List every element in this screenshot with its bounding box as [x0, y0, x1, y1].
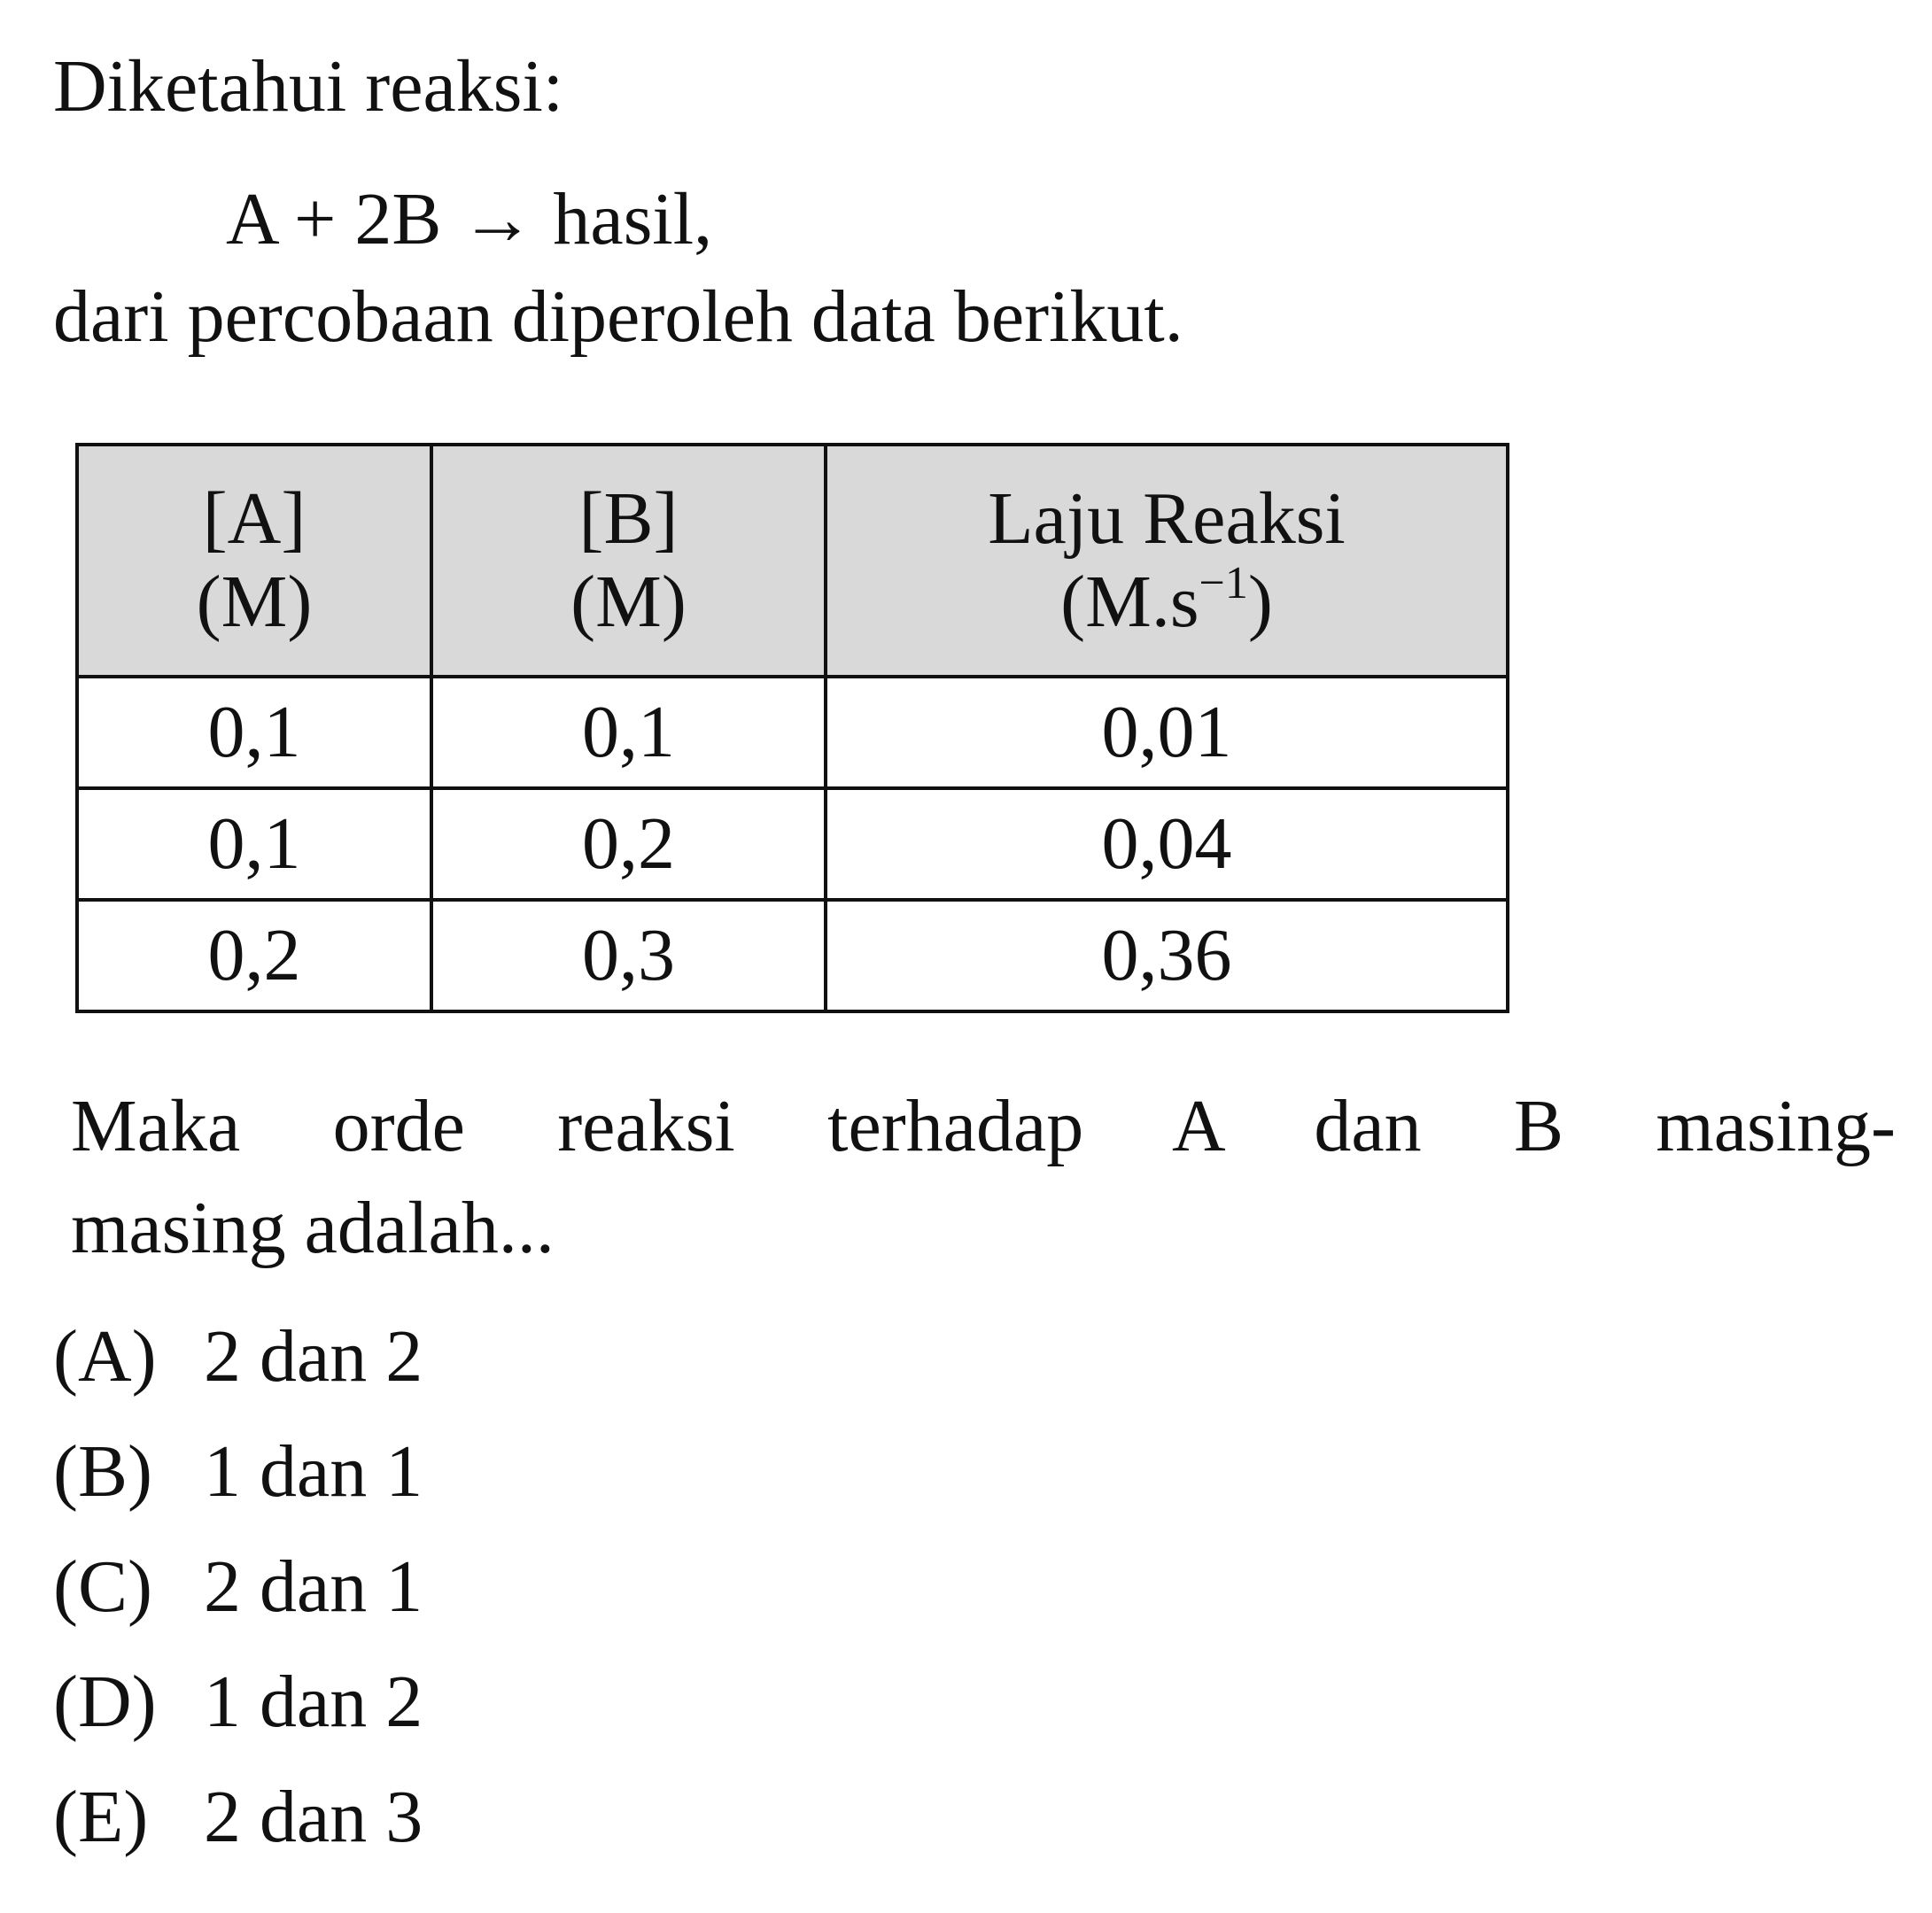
table-cell: 0,1: [77, 788, 431, 900]
header-label: [A]: [202, 476, 306, 560]
table-cell: 0,2: [431, 788, 826, 900]
answer-options: [53, 1315, 423, 1895]
table-header-row: [77, 445, 1508, 677]
option-text: 2 dan 2: [204, 1315, 423, 1398]
option-letter: (E): [53, 1776, 149, 1858]
option-text: 2 dan 1: [204, 1545, 423, 1628]
header-label: [B]: [578, 476, 679, 560]
option-letter: (D): [53, 1661, 157, 1743]
option-b: [53, 1430, 423, 1550]
table-cell: 0,01: [826, 677, 1508, 788]
option-text: 1 dan 1: [204, 1430, 423, 1513]
option-a: [53, 1315, 423, 1435]
option-letter: (A): [53, 1315, 157, 1398]
option-letter: (C): [53, 1545, 152, 1628]
header-unit: (M): [196, 561, 313, 643]
table-row: [77, 900, 1508, 1011]
table-cell: 0,2: [77, 900, 431, 1011]
question-text-line-1: Maka orde reaksi terhadap A dan B masing-: [71, 1085, 1896, 1167]
header-concentration-a: [77, 445, 431, 677]
table-cell: 0,04: [826, 788, 1508, 900]
header-concentration-b: [431, 445, 826, 677]
question-text-line-2: masing adalah...: [71, 1187, 555, 1269]
table-row: [77, 788, 1508, 900]
option-text: 1 dan 2: [204, 1661, 423, 1743]
reaction-equation: A + 2B → hasil,: [226, 178, 713, 260]
option-c: [53, 1545, 423, 1665]
rate-data-table: [75, 443, 1509, 1013]
table-cell: 0,36: [826, 900, 1508, 1011]
option-e: [53, 1776, 423, 1895]
header-label: Laju Reaksi: [988, 476, 1346, 560]
option-letter: (B): [53, 1430, 152, 1513]
intro-text: Diketahui reaksi:: [53, 45, 564, 128]
data-intro-text: dari percobaan diperoleh data berikut.: [53, 275, 1183, 358]
table-cell: 0,3: [431, 900, 826, 1011]
option-text: 2 dan 3: [204, 1776, 423, 1858]
option-d: [53, 1661, 423, 1780]
header-reaction-rate: [826, 445, 1508, 677]
table-row: [77, 677, 1508, 788]
header-unit: $(M.s^{-1})$: [1060, 558, 1273, 643]
table-cell: 0,1: [77, 677, 431, 788]
table-cell: 0,1: [431, 677, 826, 788]
header-unit: (M): [570, 561, 687, 643]
rate-data-table-container: [75, 443, 1506, 1013]
unit-exponent: −1: [1199, 558, 1248, 608]
